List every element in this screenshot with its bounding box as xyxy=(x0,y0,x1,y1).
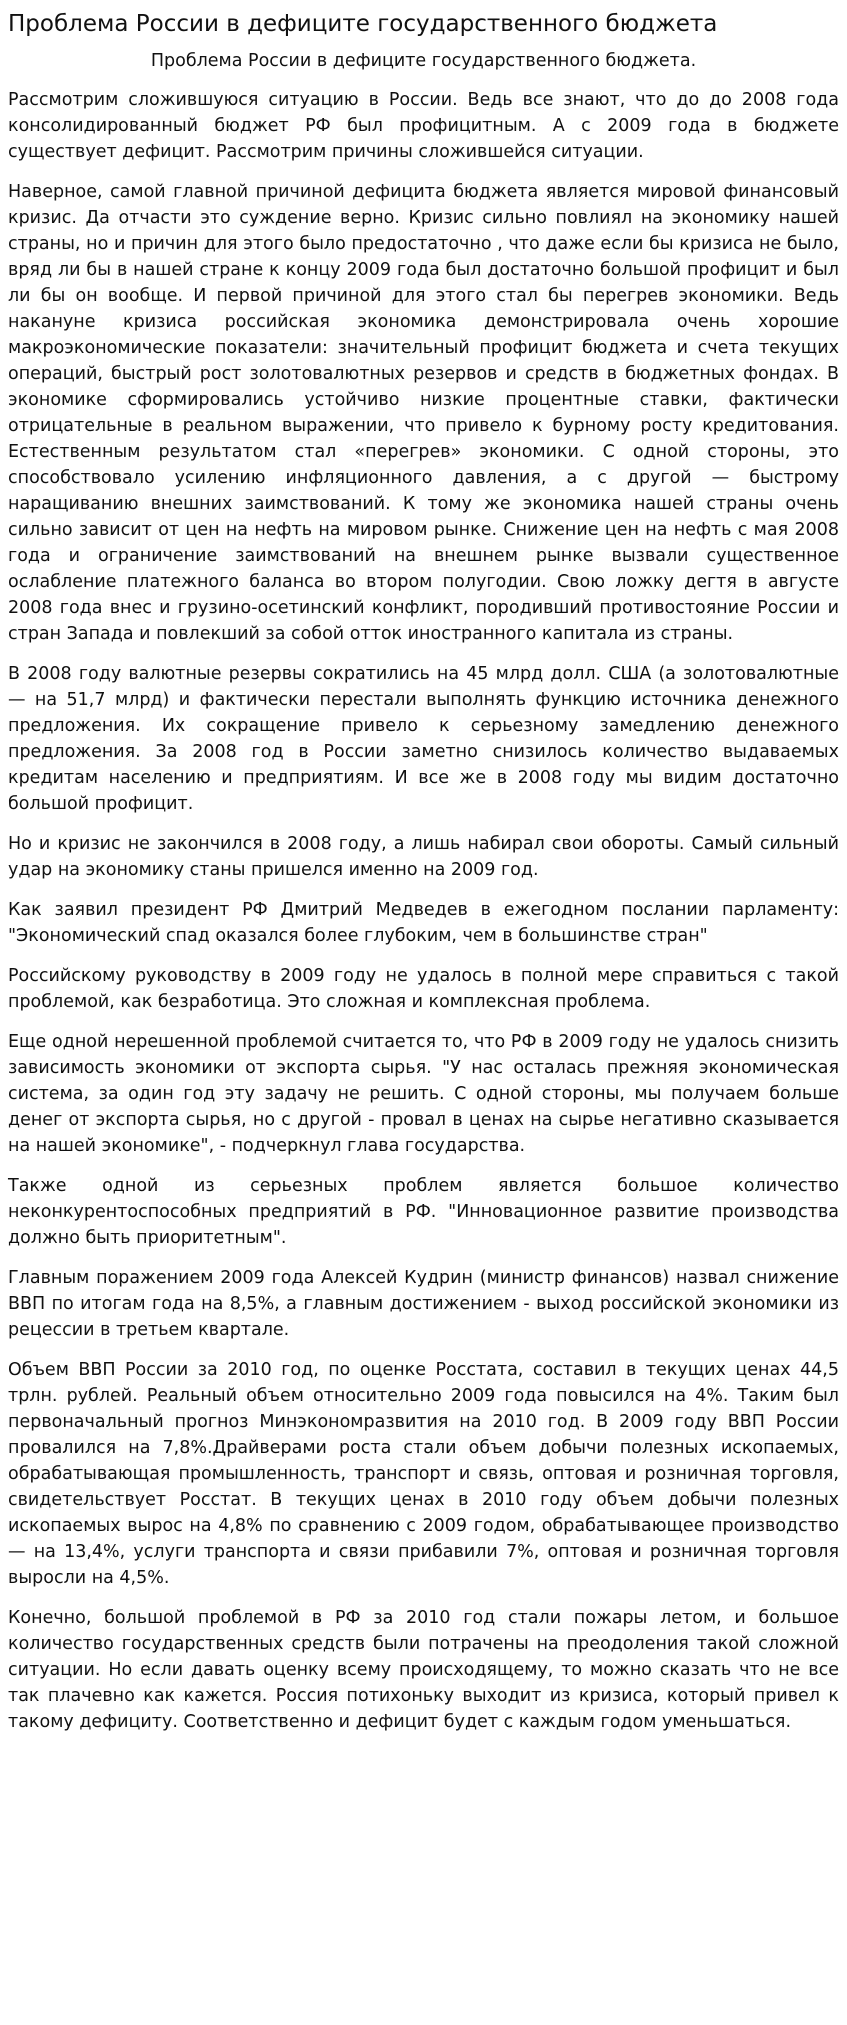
paragraph: Как заявил президент РФ Дмитрий Медведев в ежегодном послании парламенту: "Экономический спад оказался более глубоким, чем в большинстве стран" xyxy=(8,900,839,946)
article-subtitle: Проблема России в дефиците государственного бюджета. xyxy=(150,51,697,71)
paragraph: Российскому руководству в 2009 году не удалось в полной мере справиться с такой проблемой, как безработица. Это сложная и комплексная проблема. xyxy=(8,966,839,1012)
paragraph: В 2008 году валютные резервы сократились на 45 млрд долл. США (а золотовалютные — на 51,7 млрд) и фактически перестали выполнять функцию источника денежного предложения. Их сокращение привело к серьезному замедлению денежного предложения. За 2008 год в России заметно снизилось количество выдаваемых кредитам населению и предприятиям. И все же в 2008 году мы видим достаточно большой профицит. xyxy=(8,664,839,814)
paragraph: Наверное, самой главной причиной дефицита бюджета является мировой финансовый кризис. Да отчасти это суждение верно. Кризис сильно повлиял на экономику нашей страны, но и причин для этого было предостаточно , что даже если бы кризиса не было, вряд ли бы в нашей стране к концу 2009 года был достаточно большой профицит и был ли бы он вообще. И первой причиной для этого стал бы перегрев экономики. Ведь накануне кризиса российская экономика демонстрировала очень хорошие макроэкономические показатели: значительный профицит бюджета и счета текущих операций, быстрый рост золотовалютных резервов и средств в бюджетных фондах. В экономике сформировались устойчиво низкие процентные ставки, фактически отрицательные в реальном выражении, что привело к бурному росту кредитования. Естественным результатом стал «перегрев» экономики. С одной стороны, это способствовало усилению инфляционного давления, а с другой — быстрому наращиванию внешних заимствований. К тому же экономика нашей страны очень сильно зависит от цен на нефть на мировом рынке. Снижение цен на нефть с мая 2008 года и ограничение заимствований на внешнем рынке вызвали существенное ослабление платежного баланса во втором полугодии. Свою ложку дегтя в августе 2008 года внес и грузино-осетинский конфликт, породивший противостояние России и стран Запада и повлекший за собой отток иностранного капитала из страны. xyxy=(8,182,839,644)
article-body xyxy=(8,87,839,1735)
paragraph: Объем ВВП России за 2010 год, по оценке Росстата, составил в текущих ценах 44,5 трлн. рублей. Реальный объем относительно 2009 года повысился на 4%. Таким был первоначальный прогноз Минэкономразвития на 2010 год. В 2009 году ВВП России провалился на 7,8%.Драйверами роста стали объем добычи полезных ископаемых, обрабатывающая промышленность, транспорт и связь, оптовая и розничная торговля, свидетельствует Росстат. В текущих ценах в 2010 году объем добычи полезных ископаемых вырос на 4,8% по сравнению с 2009 годом, обрабатывающее производство — на 13,4%, услуги транспорта и связи прибавили 7%, оптовая и розничная торговля выросли на 4,5%. xyxy=(8,1360,839,1588)
paragraph: Но и кризис не закончился в 2008 году, а лишь набирал свои обороты. Самый сильный удар на экономику станы пришелся именно на 2009 год. xyxy=(8,834,839,880)
paragraph: Еще одной нерешенной проблемой считается то, что РФ в 2009 году не удалось снизить зависимость экономики от экспорта сырья. "У нас осталась прежняя экономическая система, за один год эту задачу не решить. С одной стороны, мы получаем больше денег от экспорта сырья, но с другой - провал в ценах на сырье негативно сказывается на нашей экономике", - подчеркнул глава государства. xyxy=(8,1032,839,1156)
page-title: Проблема России в дефиците государственного бюджета xyxy=(8,11,718,37)
paragraph: Рассмотрим сложившуюся ситуацию в России. Ведь все знают, что до до 2008 года консолидированный бюджет РФ был профицитным. А с 2009 года в бюджете существует дефицит. Рассмотрим причины сложившейся ситуации. xyxy=(8,90,839,162)
paragraph: Также одной из серьезных проблем является большое количество неконкурентоспособных предприятий в РФ. "Инновационное развитие производства должно быть приоритетным". xyxy=(8,1176,839,1248)
paragraph: Главным поражением 2009 года Алексей Кудрин (министр финансов) назвал снижение ВВП по итогам года на 8,5%, а главным достижением - выход российской экономики из рецессии в третьем квартале. xyxy=(8,1268,839,1340)
paragraph: Конечно, большой проблемой в РФ за 2010 год стали пожары летом, и большое количество государственных средств были потрачены на преодоления такой сложной ситуации. Но если давать оценку всему происходящему, то можно сказать что не все так плачевно как кажется. Россия потихоньку выходит из кризиса, который привел к такому дефициту. Соответственно и дефицит будет с каждым годом уменьшаться. xyxy=(8,1608,839,1732)
